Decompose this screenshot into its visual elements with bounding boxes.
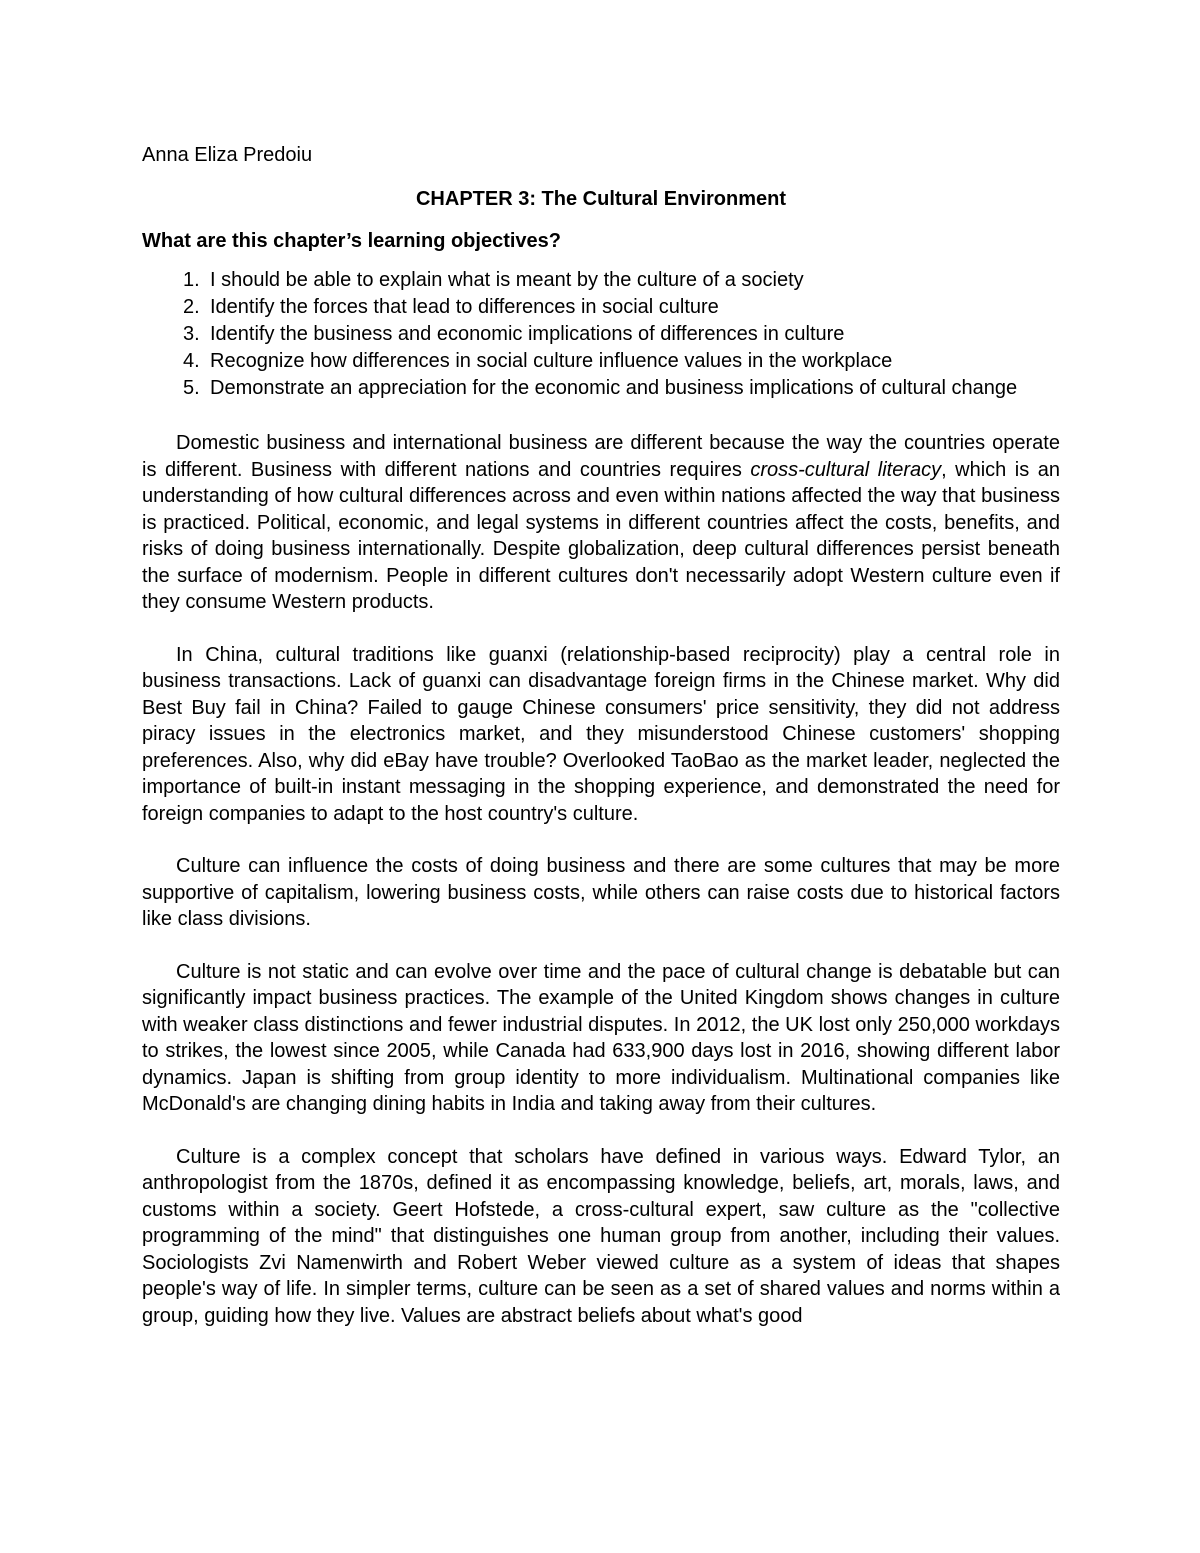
chapter-title: CHAPTER 3: The Cultural Environment bbox=[415, 188, 787, 210]
objective-item bbox=[142, 294, 1060, 321]
objective-text: Identify the forces that lead to differences in social culture bbox=[210, 296, 719, 318]
objectives-list bbox=[142, 267, 1060, 402]
objective-number: 1. bbox=[183, 269, 200, 291]
objective-text: Demonstrate an appreciation for the economic and business implications of cultural change bbox=[210, 377, 1018, 399]
objective-item bbox=[142, 267, 1060, 294]
objectives-heading: What are this chapter’s learning objectives? bbox=[142, 230, 562, 252]
objective-item bbox=[142, 321, 1060, 348]
objective-number: 4. bbox=[183, 350, 200, 372]
objective-number: 2. bbox=[183, 296, 200, 318]
author-name: Anna Eliza Predoiu bbox=[142, 144, 313, 166]
objective-item bbox=[142, 375, 1060, 402]
objective-item bbox=[142, 348, 1060, 375]
objective-text: Recognize how differences in social culture influence values in the workplace bbox=[210, 350, 893, 372]
paragraph-china: In China, cultural traditions like guanxi (relationship-based reciprocity) play a central role in business transactions. Lack of guanxi can disadvantage foreign firms in the Chinese market. Why did Best Buy fail in China? Failed to gauge Chinese consumers' price sensitivity, they did not address piracy issues in the electronics market, and they misunderstood Chinese customers' shopping preferences. Also, why did eBay have trouble? Overlooked TaoBao as the market leader, neglected the importance of built-in instant messaging in the shopping experience, and demonstrated the need for foreign companies to adapt to the host country's culture. bbox=[142, 643, 1060, 825]
paragraph-text: , which is an understanding of how cultural differences across and even within nations affected the way that business is practiced. Political, economic, and legal systems in different countries affect the costs, benefits, and risks of doing business internationally. Despite globalization, deep cultural differences persist beneath the surface of modernism. People in different cultures don't necessarily adopt Western culture even if they consume Western products. bbox=[142, 458, 1060, 613]
objective-text: Identify the business and economic implications of differences in culture bbox=[210, 323, 845, 345]
paragraph-cross-cultural-literacy bbox=[142, 430, 1060, 616]
objective-number: 5. bbox=[183, 377, 200, 399]
document-body bbox=[142, 141, 1060, 1329]
paragraph-text: Domestic business and international business are different because the way the countries operate is different. Business with different nations and countries requires bbox=[142, 432, 1060, 481]
objective-text: I should be able to explain what is meant by the culture of a society bbox=[210, 269, 804, 291]
emphasized-term: cross-cultural literacy bbox=[750, 458, 942, 481]
paragraph-cultural-change: Culture is not static and can evolve over time and the pace of cultural change is debatable but can significantly impact business practices. The example of the United Kingdom shows changes in culture with weaker class distinctions and fewer industrial disputes. In 2012, the UK lost only 250,000 workdays to strikes, the lowest since 2005, while Canada had 633,900 days lost in 2016, showing different labor dynamics. Japan is shifting from group identity to more individualism. Multinational companies like McDonald's are changing dining habits in India and taking away from their cultures. bbox=[142, 960, 1060, 1115]
paragraph-culture-definition: Culture is a complex concept that scholars have defined in various ways. Edward Tylor, an anthropologist from the 1870s, defined it as encompassing knowledge, beliefs, art, morals, laws, and customs within a society. Geert Hofstede, a cross-cultural expert, saw culture as the "collective programming of the mind" that distinguishes one human group from another, including their values. Sociologists Zvi Namenwirth and Robert Weber viewed culture as a system of ideas that shapes people's way of life. In simpler terms, culture can be seen as a set of shared values and norms within a group, guiding how they live. Values are abstract beliefs about what's good bbox=[142, 1145, 1060, 1327]
objective-number: 3. bbox=[183, 323, 200, 345]
paragraph-costs: Culture can influence the costs of doing business and there are some cultures that may be more supportive of capitalism, lowering business costs, while others can raise costs due to historical factors like class divisions. bbox=[142, 855, 1060, 930]
